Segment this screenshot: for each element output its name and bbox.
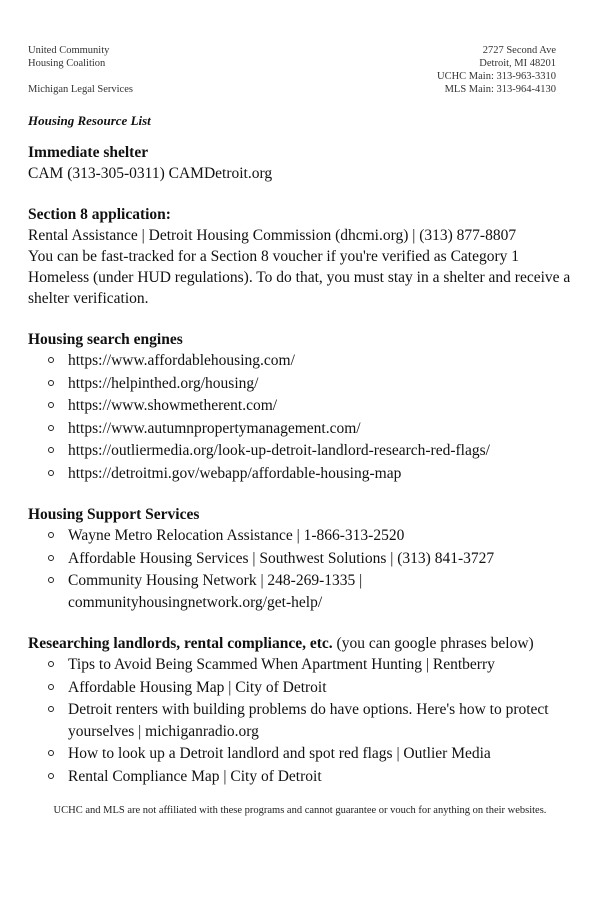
address-line-1: 2727 Second Ave xyxy=(482,45,556,56)
contact-block xyxy=(437,44,556,96)
list-item xyxy=(68,677,572,699)
circle-bullet-icon xyxy=(48,447,54,453)
org-name-line-2: Housing Coalition xyxy=(28,58,106,69)
section8-note: You can be fast-tracked for a Section 8 voucher if you're verified as Category 1 Homeless (under HUD regulations). To do that, you must stay in a shelter and receive a shelter verification. xyxy=(28,248,571,307)
mls-phone: MLS Main: 313-964-4130 xyxy=(444,84,556,95)
research-list xyxy=(28,654,572,787)
circle-bullet-icon xyxy=(48,684,54,690)
list-item-text: How to look up a Detroit landlord and spot red flags | Outlier Media xyxy=(68,745,491,762)
org-names xyxy=(28,44,133,96)
list-item-text: Tips to Avoid Being Scammed When Apartment Hunting | Rentberry xyxy=(68,656,495,673)
research-heading-text: Researching landlords, rental compliance, etc. xyxy=(28,635,333,652)
list-item-text[interactable]: https://helpinthed.org/housing/ xyxy=(68,374,259,392)
list-item[interactable] xyxy=(68,395,572,417)
search-engines-section xyxy=(28,329,572,484)
circle-bullet-icon xyxy=(48,773,54,779)
disclaimer-footer: UCHC and MLS are not affiliated with these programs and cannot guarantee or vouch for anything on their websites. xyxy=(53,805,547,816)
list-item[interactable] xyxy=(68,440,572,462)
circle-bullet-icon xyxy=(48,402,54,408)
list-item[interactable] xyxy=(68,418,572,440)
section-heading: Housing Support Services xyxy=(28,506,200,523)
org-name-line-3: Michigan Legal Services xyxy=(28,84,133,95)
section8-section xyxy=(28,204,572,309)
section8-contact: Rental Assistance | Detroit Housing Commission (dhcmi.org) | (313) 877-8807 xyxy=(28,227,517,244)
shelter-contact: CAM (313-305-0311) CAMDetroit.org xyxy=(28,165,273,182)
section-heading: Section 8 application: xyxy=(28,206,171,223)
list-item-text: Affordable Housing Services | Southwest Solutions | (313) 841-3727 xyxy=(68,549,495,567)
list-item[interactable] xyxy=(68,373,572,395)
support-services-list xyxy=(28,525,572,613)
list-item xyxy=(68,743,572,765)
immediate-shelter-section xyxy=(28,142,572,184)
list-item xyxy=(68,699,572,742)
research-heading-note: (you can google phrases below) xyxy=(336,635,534,652)
circle-bullet-icon xyxy=(48,357,54,363)
circle-bullet-icon xyxy=(48,555,54,561)
section-heading: Housing search engines xyxy=(28,331,183,348)
circle-bullet-icon xyxy=(48,470,54,476)
support-services-section xyxy=(28,504,572,613)
list-item-text: Affordable Housing Map | City of Detroit xyxy=(68,678,327,696)
list-item-text: Detroit renters with building problems do have options. Here's how to protect yourselves | michiganradio.org xyxy=(68,701,549,740)
circle-bullet-icon xyxy=(48,661,54,667)
list-item-text[interactable]: https://www.affordablehousing.com/ xyxy=(68,352,295,369)
section-heading: Immediate shelter xyxy=(28,144,149,161)
circle-bullet-icon xyxy=(48,425,54,431)
list-item xyxy=(68,570,572,613)
list-item-text: Wayne Metro Relocation Assistance | 1-866-313-2520 xyxy=(68,527,405,544)
list-item xyxy=(68,766,572,788)
list-item-text[interactable]: https://www.showmetherent.com/ xyxy=(68,397,278,414)
uchc-phone: UCHC Main: 313-963-3310 xyxy=(437,71,556,82)
list-item-text: Community Housing Network | 248-269-1335 | communityhousingnetwork.org/get-help/ xyxy=(68,572,363,611)
search-engine-list xyxy=(28,350,572,484)
circle-bullet-icon xyxy=(48,532,54,538)
document-title: Housing Resource List xyxy=(28,113,151,128)
list-item xyxy=(68,654,572,676)
list-item[interactable] xyxy=(68,350,572,372)
circle-bullet-icon xyxy=(48,706,54,712)
list-item-text[interactable]: https://outliermedia.org/look-up-detroit-landlord-research-red-flags/ xyxy=(68,442,490,459)
list-item xyxy=(68,548,572,570)
address-line-2: Detroit, MI 48201 xyxy=(479,58,556,69)
list-item-text: Rental Compliance Map | City of Detroit xyxy=(68,767,322,785)
list-item xyxy=(68,525,572,547)
list-item-text[interactable]: https://detroitmi.gov/webapp/affordable-housing-map xyxy=(68,464,402,482)
org-name-line-1: United Community xyxy=(28,45,110,56)
research-section xyxy=(28,633,572,787)
circle-bullet-icon xyxy=(48,380,54,386)
circle-bullet-icon xyxy=(48,750,54,756)
list-item-text[interactable]: https://www.autumnpropertymanagement.com/ xyxy=(68,419,361,437)
letterhead xyxy=(28,0,572,105)
circle-bullet-icon xyxy=(48,577,54,583)
list-item[interactable] xyxy=(68,463,572,485)
section-heading xyxy=(28,633,572,654)
